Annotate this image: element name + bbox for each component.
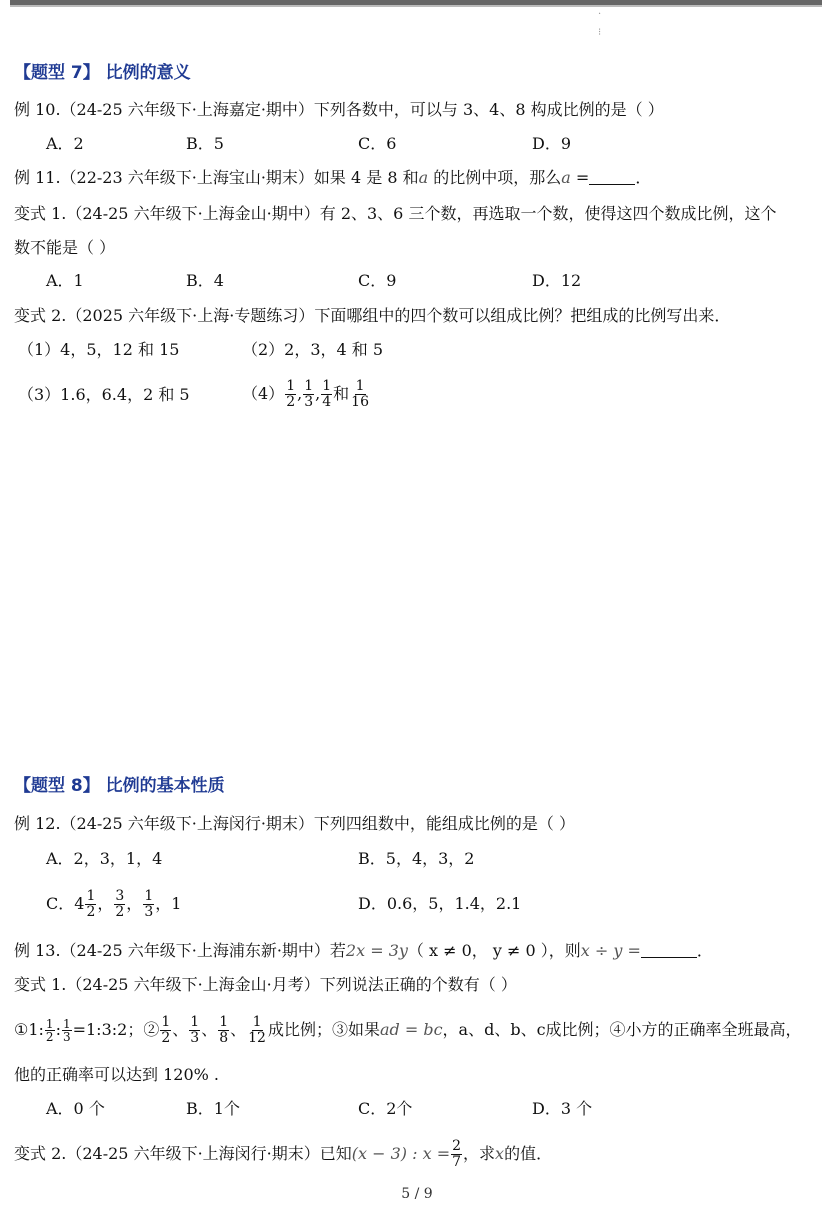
statement-3-suffix: 成比例；④小方的正确率全班最高， — [545, 1020, 802, 1039]
expression: x ÷ y = — [580, 941, 641, 960]
statement-1-prefix: ①1: — [14, 1020, 44, 1039]
equals-sign: = — [570, 168, 590, 187]
option-c: C．6 — [358, 134, 397, 153]
item-label: （4） — [242, 384, 285, 403]
variant-2-item-1: （1）4，5，12 和 15 — [18, 340, 180, 359]
margin-mark: ⁝ — [598, 27, 602, 38]
variant-2-item-3: （3）1.6，6.4，2 和 5 — [18, 385, 190, 404]
option-b: B．1个 — [186, 1099, 240, 1118]
example-13 — [14, 940, 713, 962]
variant-1-line1: 变式 1.（24-25 六年级下·上海金山·期中）有 2、3、6 三个数，再选取一个数，使得这四个数成比例，这个 — [14, 204, 777, 223]
option-d: D．0.6，5，1.4，2.1 — [358, 894, 522, 913]
variant-1-statements: ①1: $\frac{1}{2}$ : $\frac{1}{3}$ =1:3:2；② $\frac{1}{2}$ 、 $\frac{1}{3}$ 、 $\frac{1}{8}$ 、 $\frac{1}{12}$ 成比例；③如果 ad = bc ，a、d、b、c 成比例；④小方的正确率全班最高， — [14, 1010, 802, 1050]
example-10: 例 10.（24-25 六年级下·上海嘉定·期中）下列各数中，可以与 3、4、8 构成比例的是（ ） — [14, 100, 664, 119]
statement-2-suffix: 成比例；③如果 — [267, 1020, 380, 1039]
option-d: D．12 — [532, 271, 582, 290]
variant-2-text-2: ，求 — [463, 1144, 496, 1163]
fraction: $\frac{1}{4}$ — [322, 377, 332, 410]
variable-a: a — [418, 168, 429, 187]
example-11 — [14, 167, 651, 189]
example-12: 例 12.（24-25 六年级下·上海闵行·期末）下列四组数中，能组成比例的是（ ） — [14, 814, 576, 833]
fraction: $\frac{1}{2}$ — [45, 1016, 54, 1044]
variables: ，a、d、b、c — [442, 1020, 546, 1039]
option-c: C．2个 — [358, 1099, 413, 1118]
option-b: B．4 — [186, 271, 224, 290]
expression: (x − 3) : x = — [351, 1144, 451, 1163]
period: ． — [635, 168, 652, 187]
fraction: $\frac{3}{2}$ — [115, 887, 125, 920]
fraction: $\frac{1}{3}$ — [144, 887, 154, 920]
top-rule-shadow — [10, 5, 822, 7]
section-heading-8: 【题型 8】 比例的基本性质 — [14, 776, 225, 796]
option-a: A．2，3，1，4 — [46, 849, 163, 868]
option-a: A．0 个 — [46, 1099, 105, 1118]
example-13-text: 例 13.（24-25 六年级下·上海浦东新·期中）若 — [14, 941, 346, 960]
option-d: D．9 — [532, 134, 572, 153]
variable-a: a — [561, 168, 571, 187]
fraction: $\frac{1}{2}$ — [286, 377, 296, 410]
equation: 2x = 3y — [345, 941, 408, 960]
answer-blank[interactable] — [641, 941, 697, 958]
fraction: $\frac{1}{8}$ — [219, 1013, 229, 1046]
section-heading-7: 【题型 7】 比例的意义 — [14, 63, 191, 83]
period: ． — [696, 941, 713, 960]
variant-1-line2: 数不能是（ ） — [14, 238, 116, 257]
variant-2-text: 变式 2.（24-25 六年级下·上海闵行·期末）已知 — [14, 1144, 352, 1163]
variant-2-text-3: 的值． — [504, 1144, 553, 1163]
option-c: C．9 — [358, 271, 397, 290]
fraction: $\frac{2}{7}$ — [452, 1137, 462, 1170]
variable-x: x — [495, 1144, 505, 1163]
option-a: A．1 — [46, 271, 84, 290]
example-11-text: 例 11.（22-23 六年级下·上海宝山·期末）如果 4 是 8 和 — [14, 168, 419, 187]
variant-1-line: 变式 1.（24-25 六年级下·上海金山·月考）下列说法正确的个数有（ ） — [14, 975, 517, 994]
fraction: $\frac{1}{2}$ — [86, 887, 96, 920]
option-b: B．5 — [186, 134, 224, 153]
fraction: $\frac{1}{3}$ — [304, 377, 314, 410]
fraction: $\frac{1}{2}$ — [161, 1013, 171, 1046]
option-c: C． 4 $\frac{1}{2}$ ， $\frac{3}{2}$ ， $\frac{1}{3}$ ，1 — [46, 884, 181, 924]
option-a: A．2 — [46, 134, 84, 153]
variant-2-item-2: （2）2，3，4 和 5 — [242, 340, 384, 359]
equation: ad = bc — [379, 1020, 443, 1039]
fraction: $\frac{1}{3}$ — [62, 1016, 71, 1044]
variant-2 — [14, 1134, 552, 1174]
condition: （ x ≠ 0， y ≠ 0 ） — [407, 941, 549, 960]
option-b: B．5，4，3，2 — [358, 849, 475, 868]
variant-2-item-4: （4） $\frac{1}{2}$ , $\frac{1}{3}$ , $\frac{1}{4}$ 和 $\frac{1}{16}$ — [242, 374, 371, 414]
option-label: C． — [46, 894, 75, 913]
answer-blank[interactable] — [589, 168, 635, 185]
fraction: $\frac{1}{16}$ — [351, 377, 369, 410]
page-number: 5 / 9 — [401, 1186, 433, 1202]
variant-2-line: 变式 2.（2025 六年级下·上海·专题练习）下面哪组中的四个数可以组成比例？把组成的比例写出来． — [14, 306, 731, 325]
whole-number: 4 — [74, 894, 85, 913]
margin-mark: · — [598, 9, 602, 20]
variant-1-line3: 他的正确率可以达到 120% . — [14, 1065, 220, 1084]
option-d: D．3 个 — [532, 1099, 593, 1118]
fraction: $\frac{1}{12}$ — [248, 1013, 266, 1046]
and-word: 和 — [333, 384, 350, 403]
example-13-text-2: ，则 — [548, 941, 581, 960]
statement-1-suffix: =1:3:2；② — [72, 1020, 160, 1039]
example-11-text-2: 的比例中项，那么 — [428, 168, 562, 187]
fraction: $\frac{1}{3}$ — [190, 1013, 200, 1046]
